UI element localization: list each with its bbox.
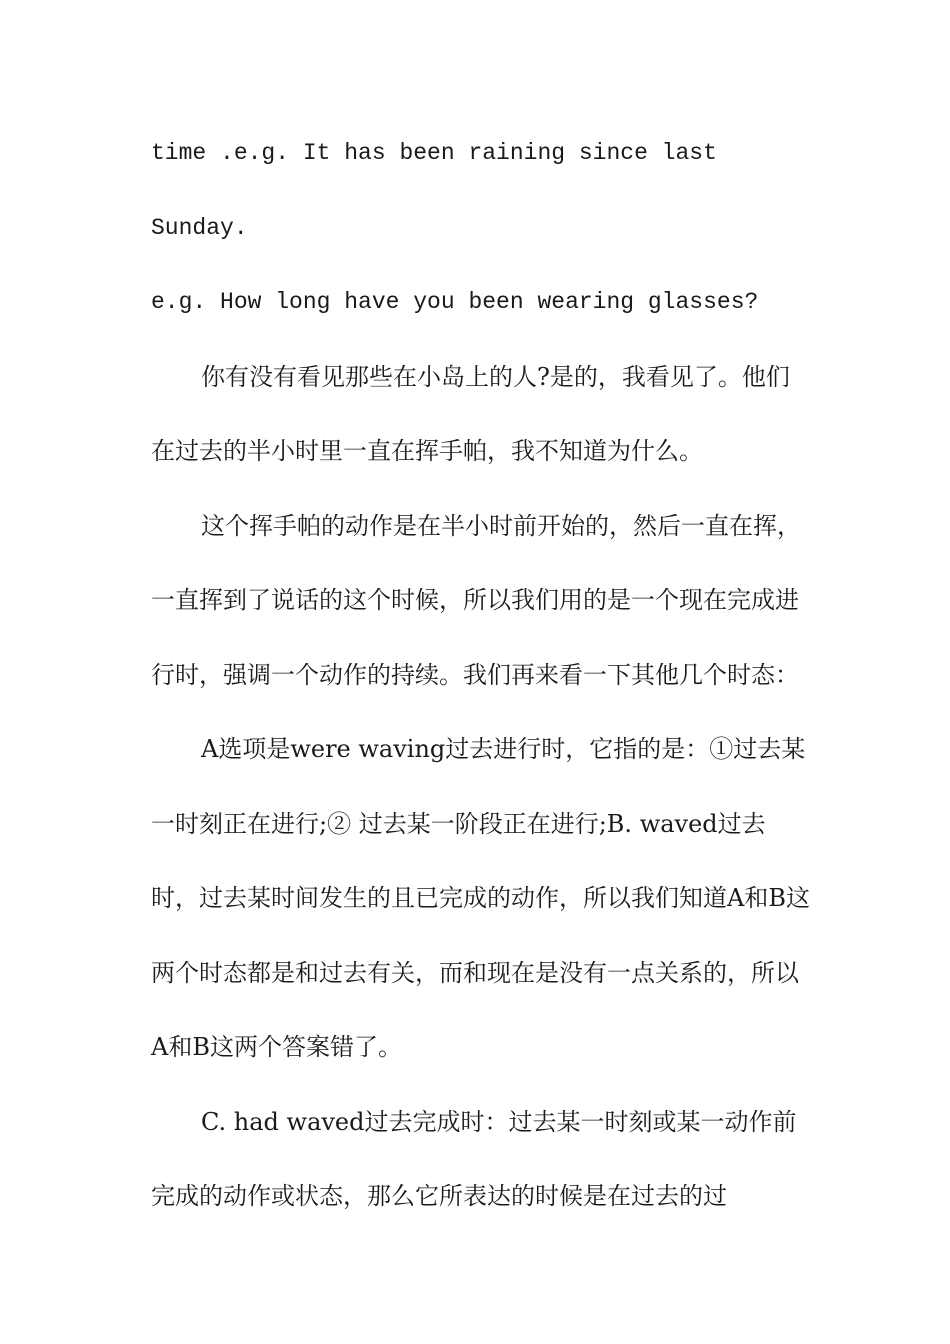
paragraph-island-question: 你有没有看见那些在小岛上的人?是的，我看见了。他们在过去的半小时里一直在挥手帕，我不知道为什么。 (151, 362, 790, 465)
paragraph-option-c: C. had waved过去完成时：过去某一时刻或某一动作前完成的动作或状态，那么它所表达的时候是在过去的过 (151, 1107, 797, 1210)
paragraph-option-a-b: A选项是were waving过去进行时，它指的是：①过去某一时刻正在进行;② 过去某一阶段正在进行;B. waved过去时，过去某时间发生的且已完成的动作，所以我们知道A和B这两个时态都是和过去有关，而和现在是没有一点关系的，所以A和B这两个答案错了。 (151, 735, 810, 1061)
document-body (151, 116, 811, 1234)
paragraph-example-sunday: time .e.g. It has been raining since last Sunday. (151, 140, 731, 241)
paragraph-example-glasses: e.g. How long have you been wearing glasses? (151, 289, 759, 315)
paragraph-explanation: 这个挥手帕的动作是在半小时前开始的，然后一直在挥，一直挥到了说话的这个时候，所以我们用的是一个现在完成进行时，强调一个动作的持续。我们再来看一下其他几个时态： (151, 511, 801, 689)
